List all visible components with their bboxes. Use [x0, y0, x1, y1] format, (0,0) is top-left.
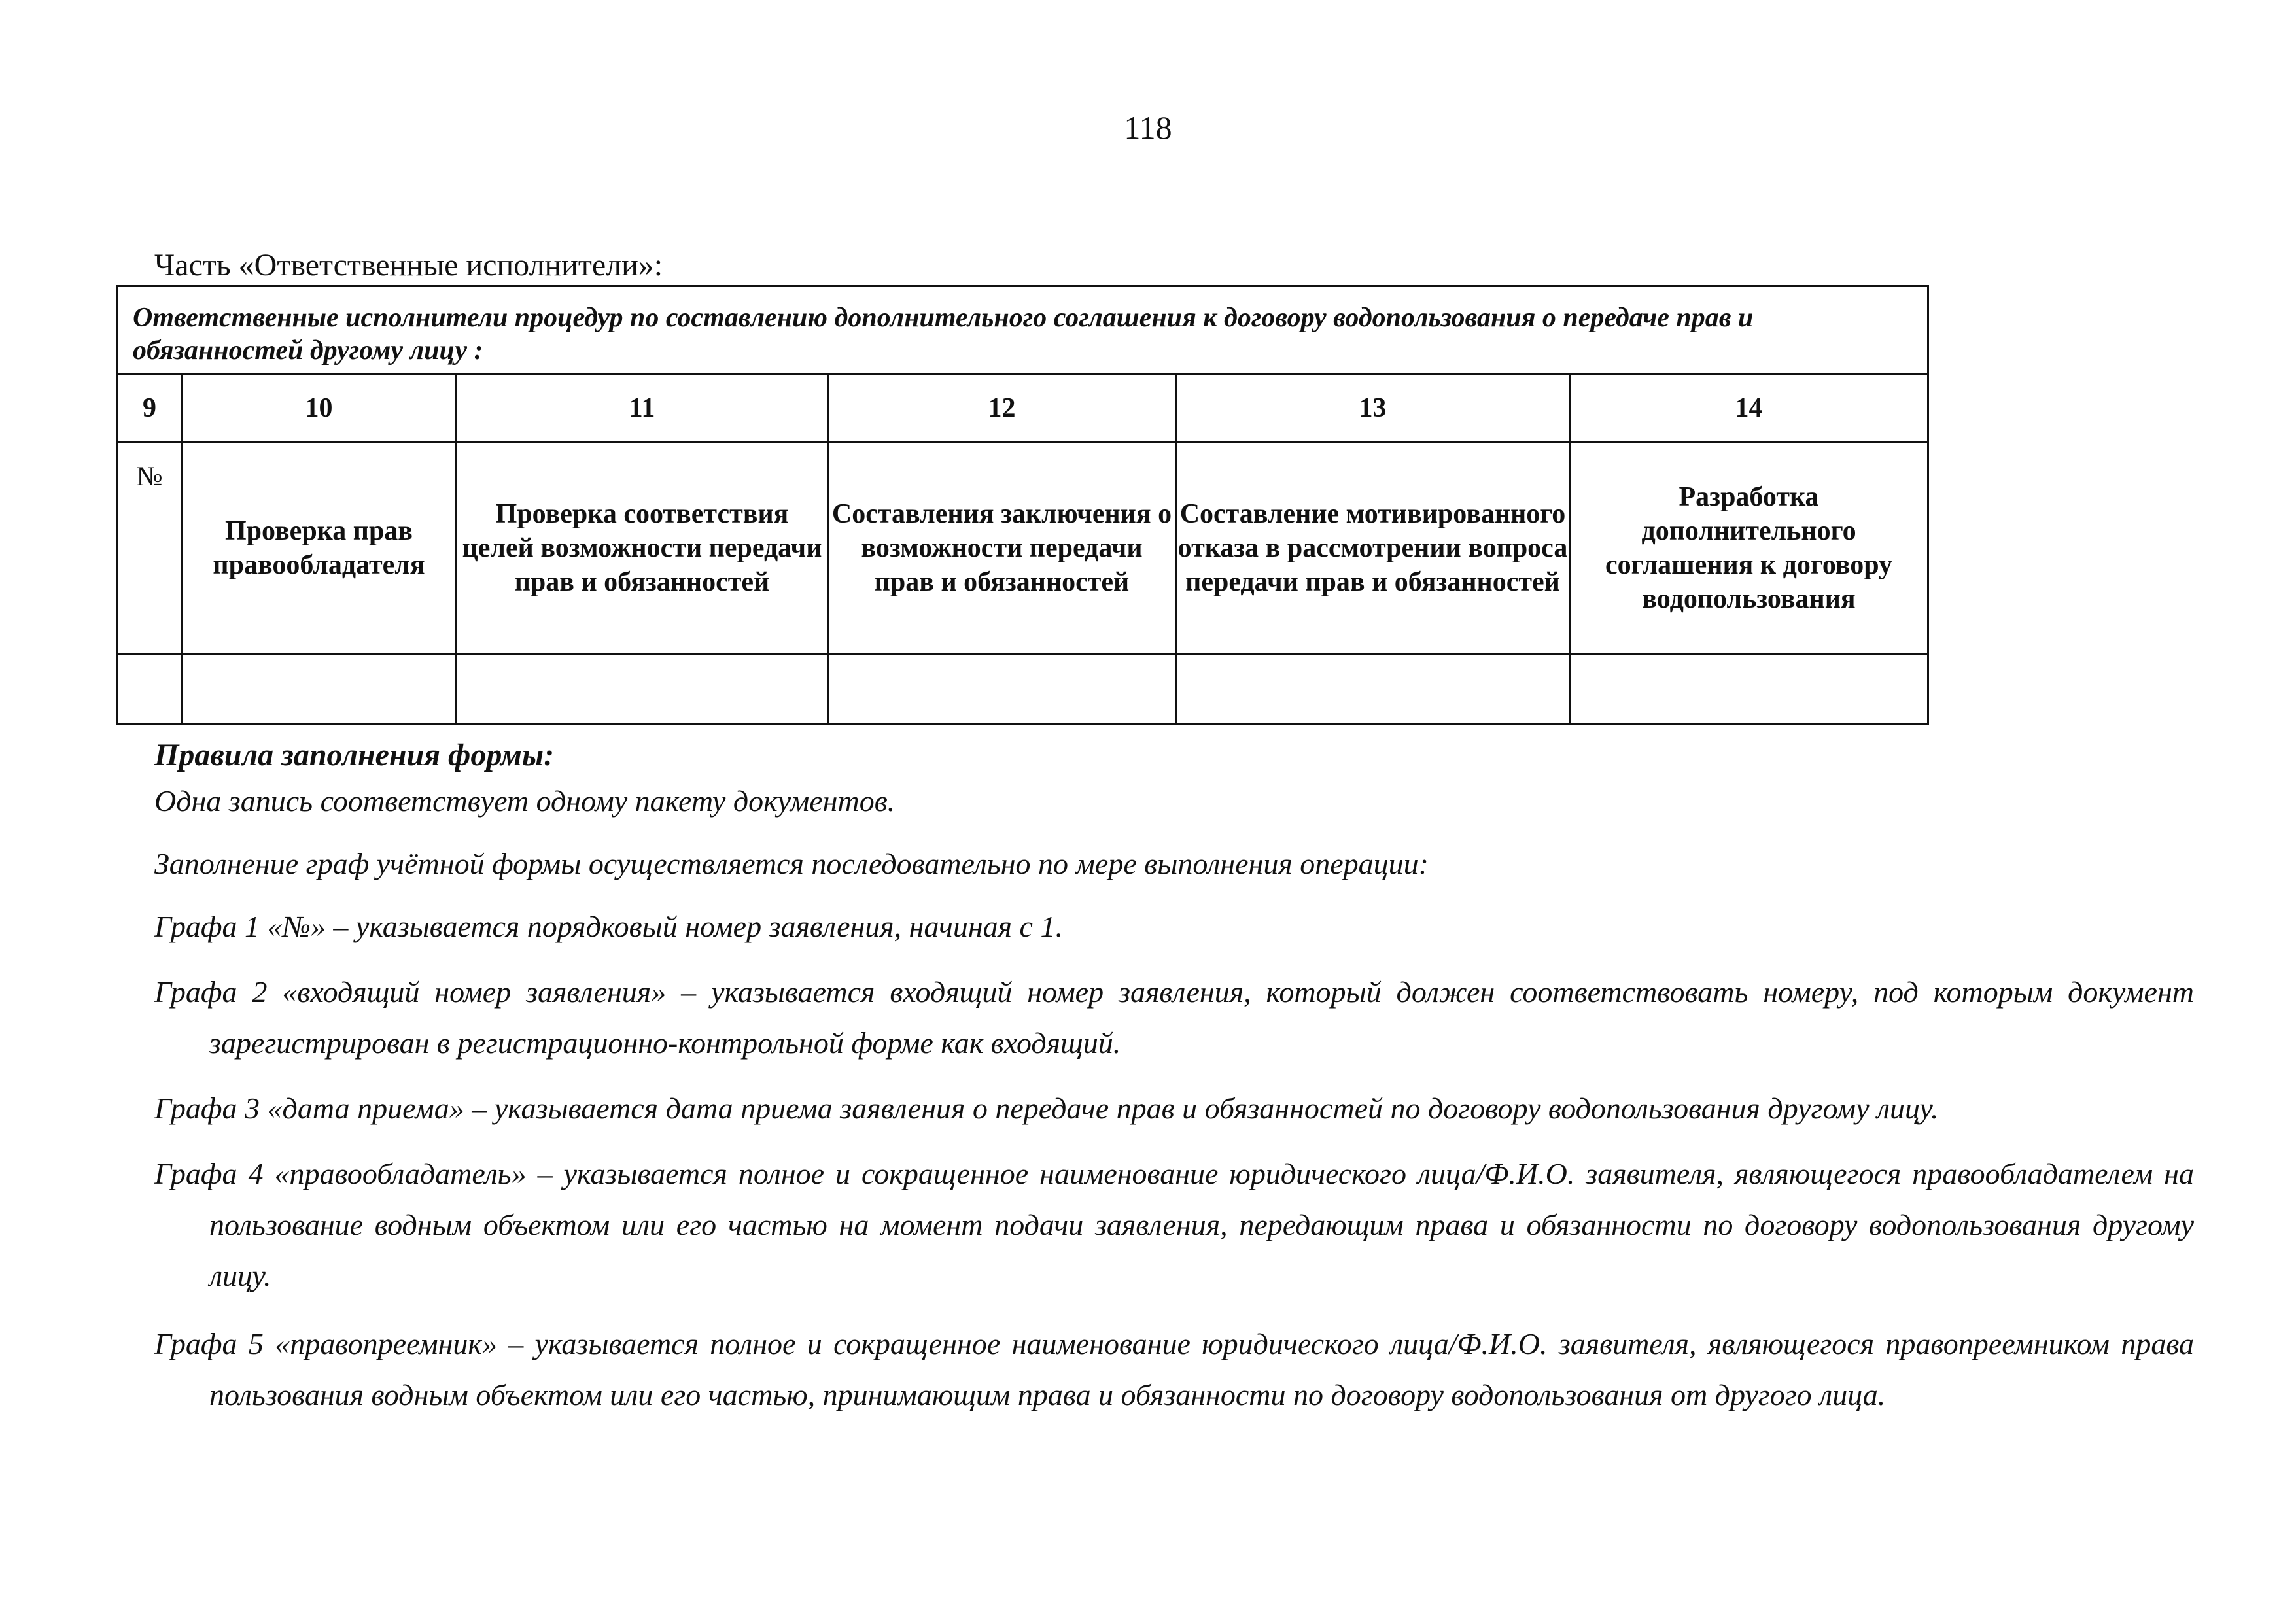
column-header: Разработка дополнительного соглашения к договору водопользования	[1570, 442, 1928, 655]
column-header: Составления заключения о возможности передачи прав и обязанностей	[828, 442, 1176, 655]
table-caption-row	[118, 286, 1928, 375]
column-number: 9	[118, 375, 182, 442]
rules-heading: Правила заполнения формы:	[154, 738, 555, 772]
responsible-executors-table	[116, 285, 1929, 725]
column-header-row	[118, 442, 1928, 655]
table-caption: Ответственные исполнители процедур по составлению дополнительного соглашения к договору водопользования о передаче прав и обязанностей другому лицу :	[118, 286, 1928, 375]
column-header: Составление мотивированного отказа в рассмотрении вопроса передачи прав и обязанностей	[1176, 442, 1570, 655]
column-header: Проверка прав правообладателя	[182, 442, 457, 655]
part-title: Часть «Ответственные исполнители»:	[154, 248, 663, 283]
table-cell[interactable]	[1176, 655, 1570, 725]
column-number-row	[118, 375, 1928, 442]
table-cell[interactable]	[1570, 655, 1928, 725]
page-number: 118	[1124, 109, 1172, 146]
column-number: 10	[182, 375, 457, 442]
rule-item: Графа 3 «дата приема» – указывается дата приема заявления о передаче прав и обязанностей по договору водопользования другому лицу.	[154, 1092, 1939, 1125]
column-number: 11	[457, 375, 828, 442]
column-number: 12	[828, 375, 1176, 442]
rule-item: Графа 5 «правопреемник» – указывается полное и сокращенное наименование юридического лица/Ф.И.О. заявителя, являющегося правопреемником права пользования водным объектом или его частью, принимающим права и обязанности по договору водопользования от другого лица.	[154, 1327, 2194, 1411]
rules-intro: Одна запись соответствует одному пакету документов.	[154, 784, 896, 818]
table-cell[interactable]	[828, 655, 1176, 725]
table-cell[interactable]	[457, 655, 828, 725]
column-header-number: №	[118, 442, 182, 655]
rule-item: Графа 4 «правообладатель» – указывается полное и сокращенное наименование юридического лица/Ф.И.О. заявителя, являющегося правообладателем на пользование водным объектом или его частью на момент подачи заявления, передающим права и обязанности по договору водопользования другому лицу.	[154, 1157, 2194, 1292]
column-header: Проверка соответствия целей возможности передачи прав и обязанностей	[457, 442, 828, 655]
table-row	[118, 655, 1928, 725]
rules-intro: Заполнение граф учётной формы осуществляется последовательно по мере выполнения операции:	[154, 847, 1429, 880]
table-cell[interactable]	[118, 655, 182, 725]
rule-item: Графа 1 «№» – указывается порядковый номер заявления, начиная с 1.	[154, 910, 1063, 943]
rule-item: Графа 2 «входящий номер заявления» – указывается входящий номер заявления, который должен соответствовать номеру, под которым документ зарегистрирован в регистрационно-контрольной форме как входящий.	[154, 975, 2194, 1060]
form-rules	[154, 733, 2194, 1421]
table-cell[interactable]	[182, 655, 457, 725]
column-number: 14	[1570, 375, 1928, 442]
column-number: 13	[1176, 375, 1570, 442]
